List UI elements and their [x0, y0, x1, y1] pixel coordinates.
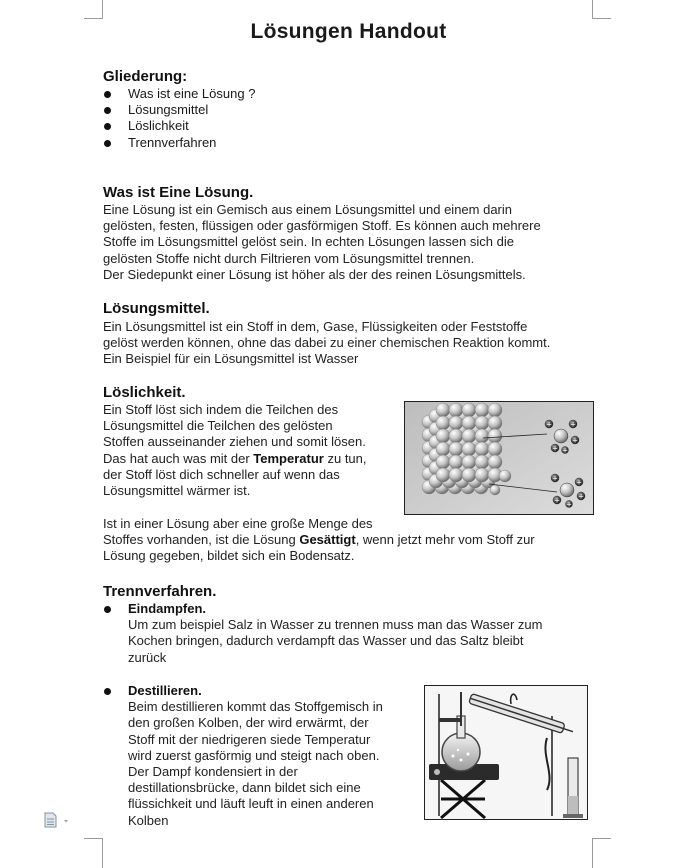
particle-sphere — [488, 455, 502, 469]
plus-sign-icon: + — [576, 478, 582, 487]
plus-sign-icon: + — [552, 444, 558, 453]
text-line: Ein Beispiel für ein Lösungsmittel ist Wasser — [103, 351, 359, 367]
particle-sphere — [462, 442, 476, 456]
particle-sphere — [462, 416, 476, 430]
text-line: der Stoff löst dich schneller auf wenn das — [103, 466, 340, 482]
outline-list — [103, 86, 255, 151]
particle-sphere — [449, 442, 463, 456]
particle-sphere — [449, 468, 463, 482]
section-heading-solubility: Löslichkeit. — [103, 384, 186, 401]
particle-sphere — [449, 403, 463, 417]
text-line: Eine Lösung ist ein Gemisch aus einem Lösungsmittel und einem darin — [103, 202, 513, 217]
section-heading-separation: Trennverfahren. — [103, 583, 217, 600]
particle-sphere — [462, 455, 476, 469]
particle-sphere — [475, 416, 489, 430]
text-fragment: zu tun, — [323, 450, 367, 466]
text-line: Stoffen ausseinander ziehen und somit lösen. — [103, 434, 366, 450]
outline-item-text: Lösungsmittel — [128, 102, 209, 118]
particle-sphere — [436, 429, 450, 443]
crop-mark-bottom-right — [592, 838, 611, 868]
distillation-figure — [424, 685, 588, 820]
particle-sphere — [462, 468, 476, 482]
particle-sphere — [475, 403, 489, 417]
paragraph-solvent — [103, 319, 603, 368]
text-line: wird zuerst gasförmig und steigt nach oben. — [128, 747, 380, 763]
text-line: zurück — [128, 649, 167, 665]
bullet-icon — [104, 123, 111, 130]
text-line: Kolben — [128, 812, 169, 828]
crop-mark-bottom-left — [84, 838, 103, 868]
ion-particle — [560, 483, 574, 497]
particle-sphere — [436, 403, 450, 417]
paragraph-saturated — [103, 516, 603, 565]
particle-sphere — [462, 403, 476, 417]
text-line: Ein Lösungsmittel ist ein Stoff in dem, Gase, Flüssigkeiten oder Feststoffe — [103, 319, 528, 334]
list-item — [103, 135, 255, 151]
plus-sign-icon: + — [578, 492, 584, 501]
plus-sign-icon: + — [570, 420, 576, 429]
text-fragment: Das hat auch was mit der — [103, 450, 254, 466]
particle-sphere — [475, 442, 489, 456]
particle-sphere — [449, 429, 463, 443]
text-line: gelösten Stoffe nicht durch Filtrieren vom Lösungsmittel trennen. — [103, 250, 475, 266]
text-line: Lösungsmittel wärmer ist. — [103, 483, 251, 499]
particle-sphere — [462, 429, 476, 443]
particle-sphere — [436, 416, 450, 430]
particle-sphere — [475, 429, 489, 443]
outline-heading: Gliederung: — [103, 68, 188, 85]
bullet-icon — [104, 140, 111, 147]
dissolution-figure — [404, 401, 594, 515]
text-line: Stoff mit der niedrigeren siede Temperatur — [128, 731, 371, 747]
particle-sphere — [499, 470, 511, 482]
list-item — [103, 102, 255, 118]
text-line — [103, 532, 603, 548]
emphasis-saturated: Gesättigt — [299, 532, 356, 548]
document-icon[interactable] — [44, 812, 70, 833]
document-page-icon — [44, 812, 70, 828]
crop-mark-top-right — [592, 0, 611, 19]
bullet-icon — [104, 107, 111, 114]
particle-sphere — [475, 455, 489, 469]
text-line: Lösungsmittel die Teilchen des gelösten — [103, 418, 333, 434]
particle-sphere — [436, 455, 450, 469]
outline-item-text: Trennverfahren — [128, 134, 217, 150]
particle-sphere — [475, 468, 489, 482]
particle-sphere — [488, 403, 502, 417]
page-title: Lösungen Handout — [250, 20, 447, 43]
distillation-item — [128, 683, 418, 829]
particle-sphere — [488, 416, 502, 430]
particle-sphere — [488, 429, 502, 443]
crop-mark-top-left — [84, 0, 103, 19]
section-heading-what-is: Was ist Eine Lösung. — [103, 184, 254, 201]
outline-item-text: Was ist eine Lösung ? — [128, 86, 256, 101]
text-line: gelösten, festen, flüssigen oder gasförmigen Stoff. Es können auch mehrere — [103, 218, 541, 234]
particle-sphere — [449, 416, 463, 430]
paragraph-solubility — [103, 402, 398, 499]
text-line: Lösung gegeben, bildet sich ein Bodensatz. — [103, 548, 355, 564]
text-line: Ein Stoff löst sich indem die Teilchen des — [103, 402, 339, 417]
emphasis-temperature: Temperatur — [253, 450, 324, 466]
bullet-icon — [104, 688, 111, 695]
text-line: Stoffe im Lösungsmittel gelöst sein. In echten Lösungen lassen sich die — [103, 234, 514, 250]
particle-sphere — [449, 455, 463, 469]
ion-particle — [554, 429, 568, 443]
particle-sphere — [490, 485, 500, 495]
section-heading-solvent: Lösungsmittel. — [103, 300, 210, 317]
particle-sphere — [436, 468, 450, 482]
evaporation-item — [128, 601, 598, 666]
particle-sphere — [488, 442, 502, 456]
evaporation-title: Eindampfen. — [128, 601, 207, 616]
bullet-icon — [104, 606, 111, 613]
text-fragment: Stoffes vorhanden, ist die Lösung — [103, 532, 300, 548]
text-line: Beim destillieren kommt das Stoffgemisch in — [128, 699, 383, 715]
text-line: Um zum beispiel Salz in Wasser zu trennen muss man das Wasser zum — [128, 617, 543, 633]
paragraph-what-is — [103, 202, 603, 283]
list-item — [103, 118, 255, 134]
bullet-icon — [104, 91, 111, 98]
outline-item-text: Löslichkeit — [128, 118, 189, 134]
plus-sign-icon: + — [572, 436, 578, 445]
list-item — [103, 86, 255, 102]
text-line: gelöst werden können, ohne das dabei zu einer chemischen Reaktion kommt. — [103, 335, 551, 351]
dissolution-illustration — [405, 402, 593, 514]
distillation-apparatus-illustration — [425, 686, 587, 819]
plus-sign-icon: + — [566, 500, 572, 509]
plus-sign-icon: + — [552, 474, 558, 483]
text-line: Kochen bringen, dadurch verdampft das Wasser und das Saltz bleibt — [128, 633, 524, 649]
text-line — [103, 451, 398, 467]
plus-sign-icon: + — [546, 420, 552, 429]
plus-sign-icon: + — [562, 446, 568, 455]
text-line: den großen Kolben, der wird erwärmt, der — [128, 715, 369, 731]
text-line: Der Siedepunkt einer Lösung ist höher als der des reinen Lösungsmittels. — [103, 266, 526, 282]
distillation-title: Destillieren. — [128, 683, 202, 698]
text-line: flüssichkeit und läuft leuft in einen anderen — [128, 796, 374, 812]
particle-sphere — [436, 442, 450, 456]
text-line: destillationsbrücke, dann bildet sich eine — [128, 780, 361, 796]
text-line: Ist in einer Lösung aber eine große Menge des — [103, 516, 373, 531]
text-fragment: , wenn jetzt mehr vom Stoff zur — [355, 532, 535, 548]
plus-sign-icon: + — [554, 496, 560, 505]
text-line: Der Dampf kondensiert in der — [128, 764, 298, 780]
